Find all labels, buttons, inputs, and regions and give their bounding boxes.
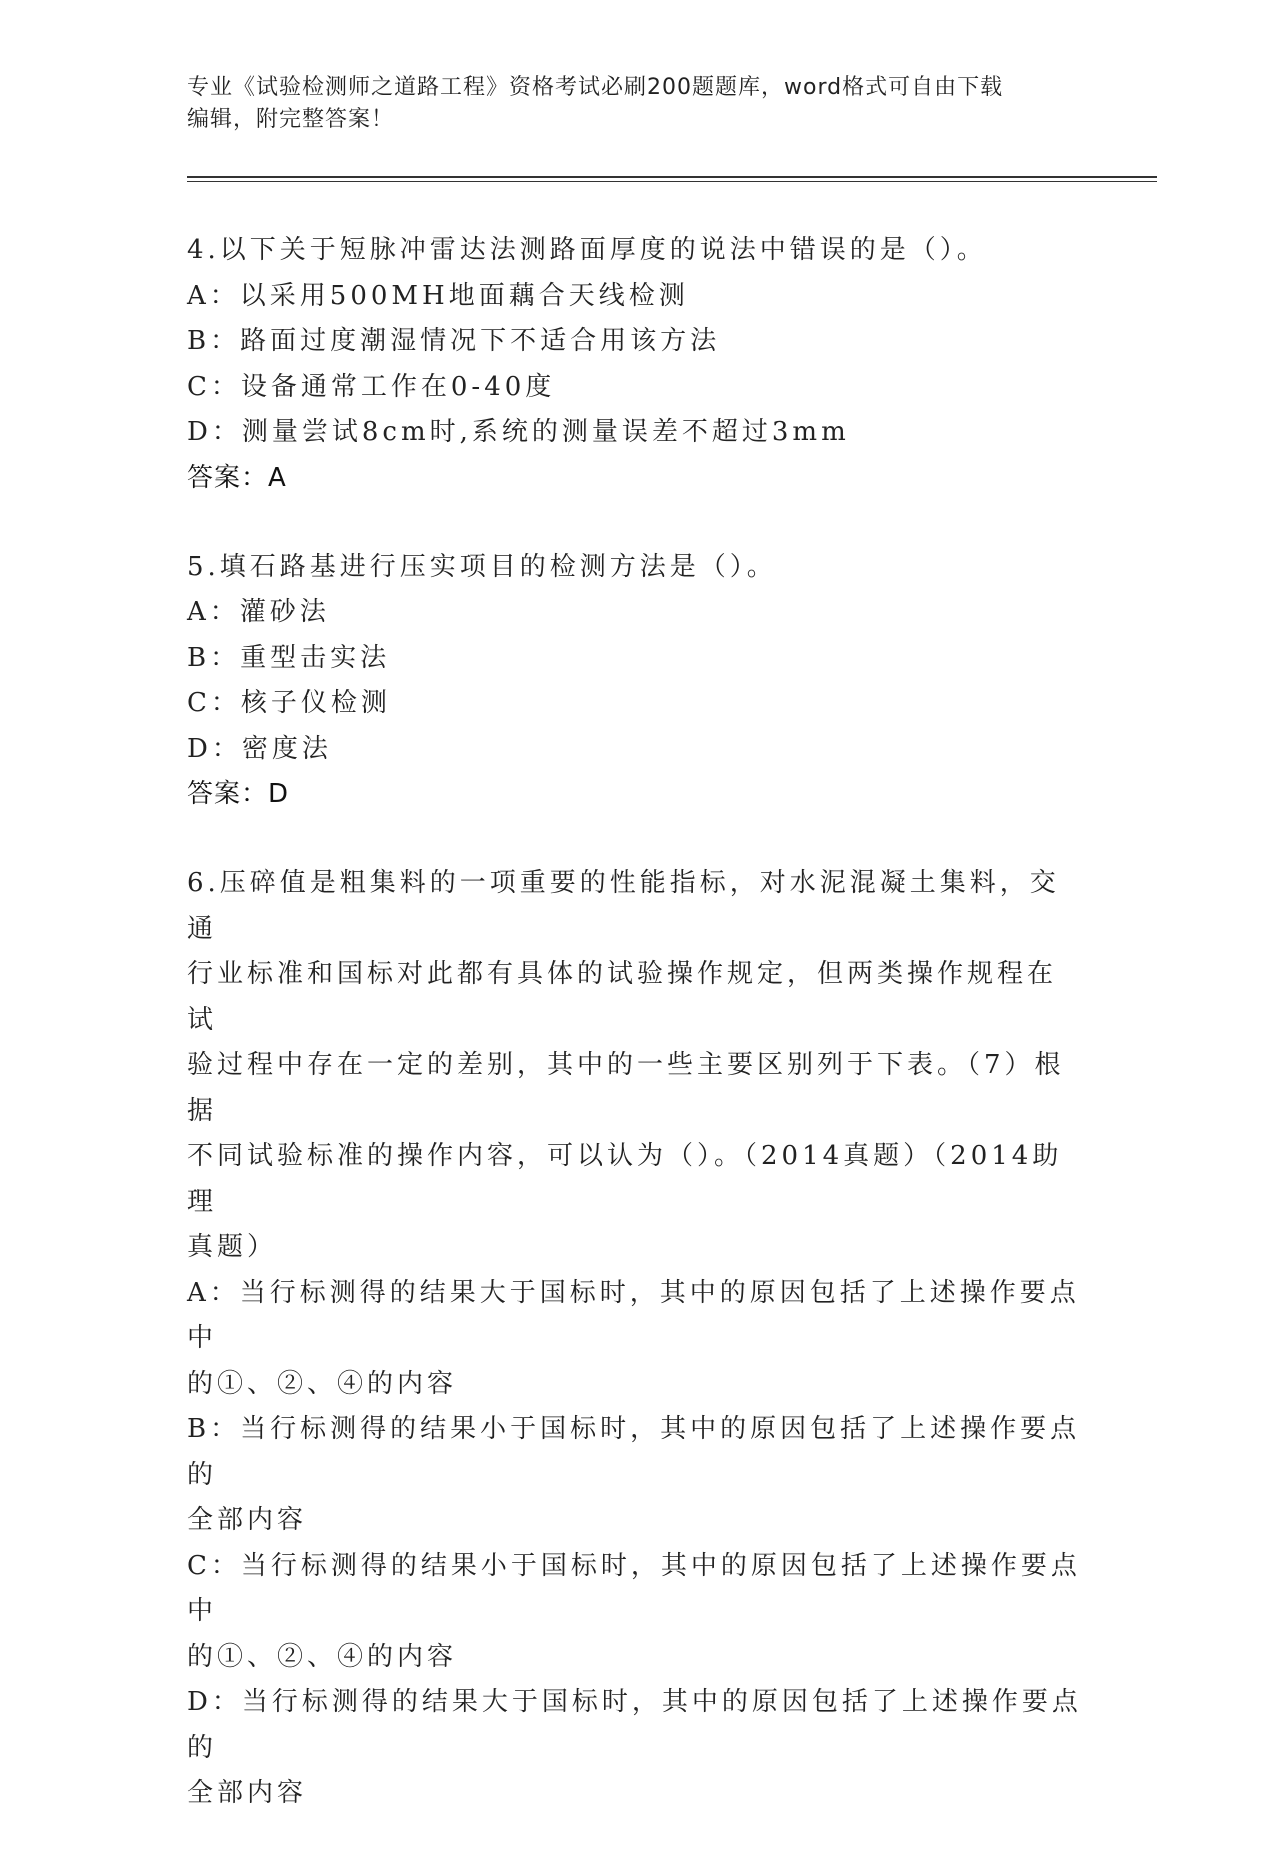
answer-option: 全部内容 [187,1778,308,1808]
header-line-1: 专业《试验检测师之道路工程》资格考试必刷200题题库，word格式可自由下载 [187,75,1004,100]
question-block [187,861,1082,1817]
answer-option: 全部内容 [187,1505,308,1535]
answer-option: B：当行标测得的结果小于国标时，其中的原因包括了上述操作要点的 [187,1414,1081,1490]
answer-option: A：当行标测得的结果大于国标时，其中的原因包括了上述操作要点中 [187,1277,1080,1353]
header-divider-thick [187,176,1157,178]
answer-option: 的①、②、④的内容 [187,1641,458,1672]
header-divider-thin [187,181,1157,182]
question-stem: 5.填石路基进行压实项目的检测方法是（）。 [187,551,777,582]
answer-option: B：重型击实法 [187,642,391,673]
answer-option: C：设备通常工作在0-40度 [187,371,556,402]
answer-option: A：灌砂法 [187,597,330,627]
answer-option: A：以采用500MH地面藕合天线检测 [187,280,689,311]
question-stem: 不同试验标准的操作内容，可以认为（）。（2014真题）（2014助理 [187,1141,1063,1217]
answer-option: D：密度法 [187,733,332,764]
answer-option: 的①、②、④的内容 [187,1368,458,1399]
question-list [187,228,1082,1861]
correct-answer: 答案：D [187,779,290,809]
question-stem: 验过程中存在一定的差别，其中的一些主要区别列于下表。（7）根据 [187,1050,1065,1126]
document-header [187,72,1067,136]
header-line-2: 编辑，附完整答案！ [187,107,395,132]
answer-option: C：当行标测得的结果小于国标时，其中的原因包括了上述操作要点中 [187,1550,1081,1626]
question-stem: 6.压碎值是粗集料的一项重要的性能指标，对水泥混凝土集料，交通 [187,868,1060,944]
correct-answer: 答案：A [187,462,287,493]
question-stem: 真题） [187,1232,278,1262]
question-block [187,545,1082,818]
answer-option: C：核子仪检测 [187,688,391,718]
question-block [187,228,1082,501]
question-stem: 行业标准和国标对此都有具体的试验操作规定，但两类操作规程在试 [187,959,1058,1035]
question-stem: 4.以下关于短脉冲雷达法测路面厚度的说法中错误的是（）。 [187,235,987,265]
answer-option: D：测量尝试8cm时,系统的测量误差不超过3mm [187,417,850,447]
answer-option: D：当行标测得的结果大于国标时，其中的原因包括了上述操作要点的 [187,1687,1082,1763]
answer-option: B：路面过度潮湿情况下不适合用该方法 [187,326,721,356]
